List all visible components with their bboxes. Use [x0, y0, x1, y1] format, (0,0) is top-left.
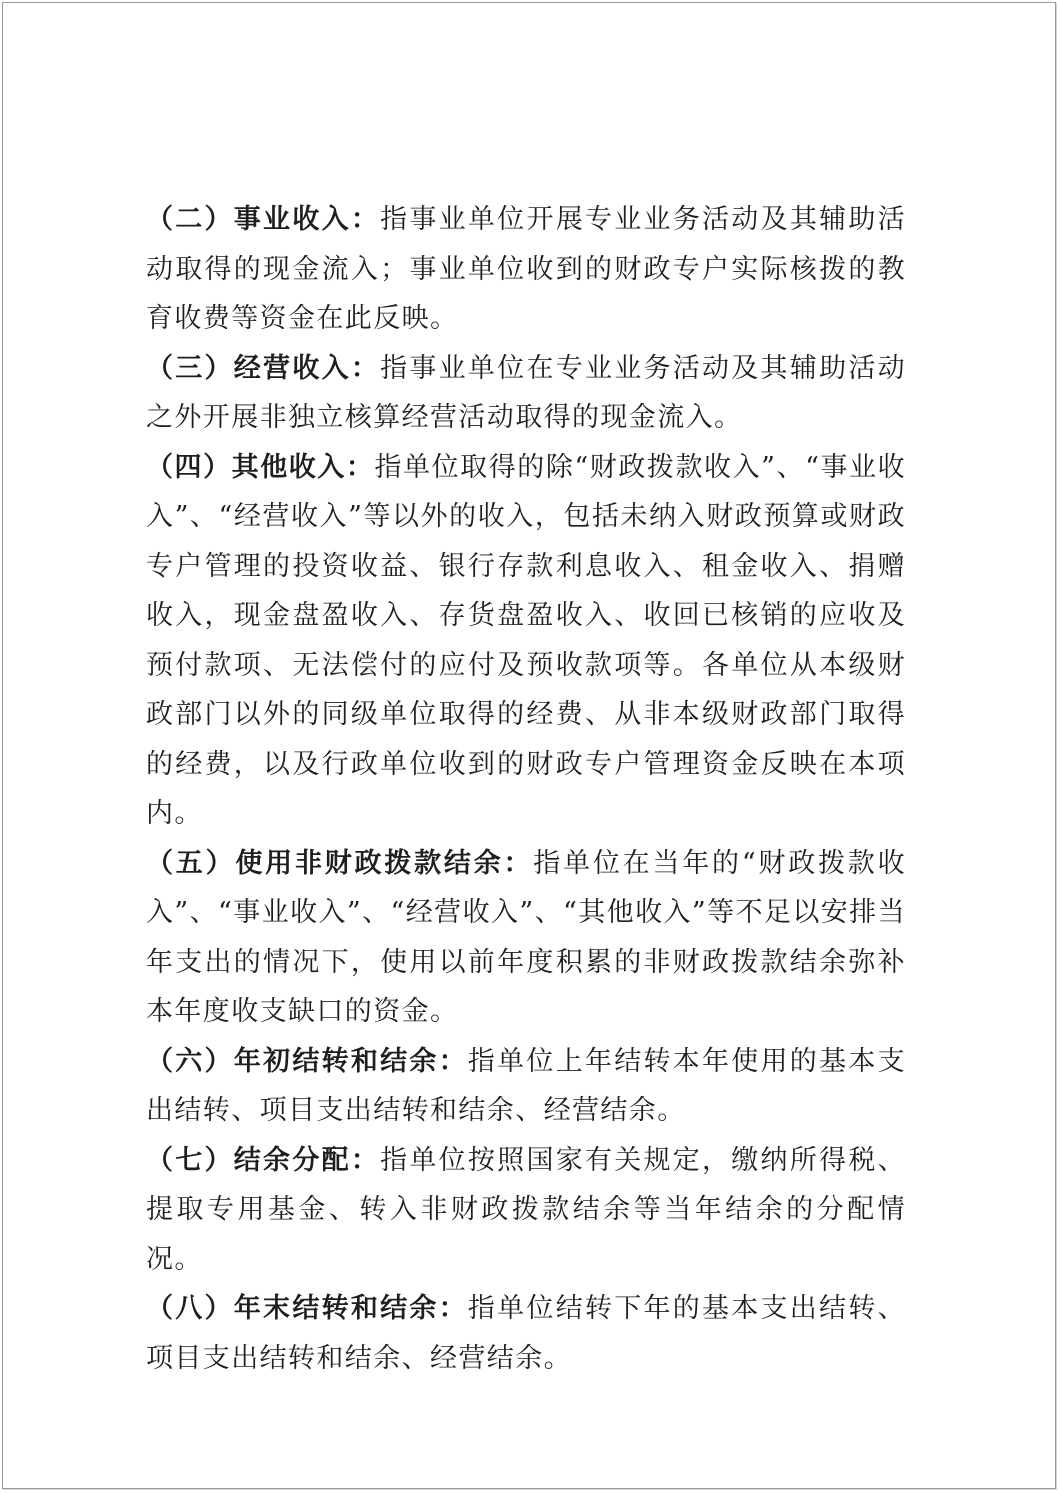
document-body — [146, 195, 906, 1383]
paragraph-label: （五）使用非财政拨款结余： — [146, 847, 534, 879]
paragraph-label: （八）年末结转和结余： — [146, 1293, 468, 1324]
paragraph-text: 指事业单位开展专业业务活动及其辅助活动取得的现金流入；事业单位收到的财政专户实际核拨的教育收费等资金在此反映。 — [146, 204, 907, 334]
paragraph-business-income — [146, 195, 906, 344]
paragraph-beginning-balance — [146, 1037, 906, 1136]
paragraph-text: 指单位取得的除“财政拨款收入”、“事业收入”、“经营收入”等以外的收入，包括未纳入财政预算或财政专户管理的投资收益、银行存款利息收入、租金收入、捐赠收入，现金盘盈收入、存货盘盈收入、收回已核销的应收及预付款项、无法偿付的应付及预收款项等。各单位从本级财政部门以外的同级单位取得的经费、从非本级财政部门取得的经费，以及行政单位收到的财政专户管理资金反映在本项内。 — [146, 451, 906, 829]
paragraph-text: 指单位按照国家有关规定，缴纳所得税、提取专用基金、转入非财政拨款结余等当年结余的分配情况。 — [146, 1144, 907, 1275]
paragraph-label: （七）结余分配： — [146, 1144, 381, 1176]
paragraph-ending-balance — [146, 1284, 906, 1383]
paragraph-non-fiscal-balance — [146, 839, 906, 1037]
paragraph-label: （二）事业收入： — [146, 204, 381, 235]
paragraph-text: 指单位结转下年的基本支出结转、项目支出结转和结余、经营结余。 — [146, 1293, 906, 1374]
paragraph-label: （四）其他收入： — [146, 451, 375, 483]
paragraph-text: 指单位在当年的“财政拨款收入”、“事业收入”、“经营收入”、“其他收入”等不足以安排当年支出的情况下，使用以前年度积累的非财政拨款结余弥补本年度收支缺口的资金。 — [146, 847, 906, 1027]
paragraph-other-income — [146, 443, 906, 839]
paragraph-surplus-distribution — [146, 1136, 906, 1285]
paragraph-label: （六）年初结转和结余： — [146, 1045, 468, 1077]
paragraph-operating-income — [146, 344, 906, 443]
paragraph-text: 指事业单位在专业业务活动及其辅助活动之外开展非独立核算经营活动取得的现金流入。 — [146, 352, 907, 433]
document-page — [2, 2, 1056, 1489]
paragraph-text: 指单位上年结转本年使用的基本支出结转、项目支出结转和结余、经营结余。 — [146, 1045, 906, 1126]
paragraph-label: （三）经营收入： — [146, 352, 381, 384]
